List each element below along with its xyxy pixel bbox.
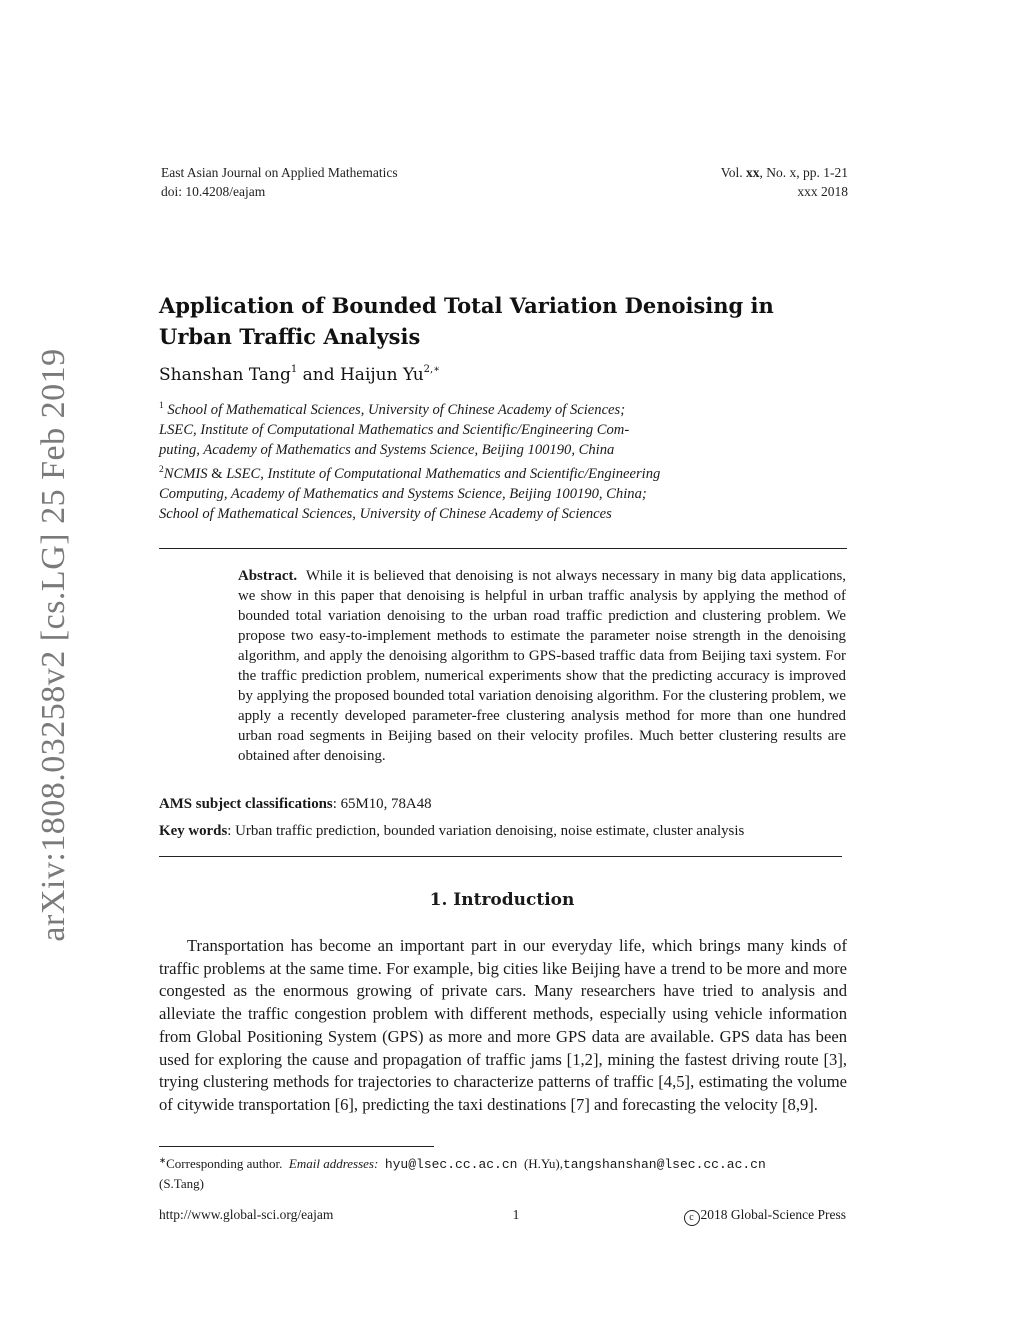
arxiv-side-stamp: arXiv:1808.03258v2 [cs.LG] 25 Feb 2019 (35, 348, 72, 942)
footer-url[interactable]: http://www.global-sci.org/eajam (159, 1207, 334, 1222)
keywords: Key words: Urban traffic prediction, bounded variation denoising, noise estimate, cluster analysis (159, 823, 745, 839)
footnote-rule (159, 1146, 434, 1147)
volume-info: Vol. xx, No. x, pp. 1-21 (720, 165, 848, 180)
affiliations: $^1$ School of Mathematical Sciences, University of Chinese Academy of Sciences; LSEC, Institute of Computational Mathematics and Scientific/Engineering Com- puting, Academy of Mathematics and Systems Science, Beijing 100190, China $^2$NCMIS & LSEC, Institute of Computational Mathematics and Scientific/Engineering Computing, Academy of Mathematics and Systems Science, Beijing 100190, China; School of Mathematical Sciences, University of Chinese Academy of Sciences (159, 401, 661, 522)
author-name: Shanshan Tang (159, 365, 291, 385)
author-list: Shanshan Tang$^1$ and Haijun $Yu^{2,∗}$ (159, 364, 440, 385)
author-name: Haijun Yu (339, 365, 424, 385)
page-number: 1 (512, 1207, 520, 1222)
footnote: ∗Corresponding author. Email addresses: hyu@lsec.cc.ac.cn (H.Yu),tangshanshan@lsec.cc.ac.cn (S.Tang) (159, 1155, 766, 1191)
doi: doi: 10.4208/eajam (161, 184, 266, 199)
affiliation-mark: 1 (290, 364, 298, 375)
abstract-label: Abstract. (238, 568, 298, 584)
top-rule (159, 548, 847, 549)
paper-title: Application of Bounded Total Variation Denoising in Urban Traffic Analysis (159, 293, 774, 349)
running-header-left (161, 163, 398, 201)
intro-paragraph: Transportation has become an important part in our everyday life, which brings many kinds of traffic problems at the same time. For example, big cities like Beijing have a trend to be more and more congested as the enormous growing of private cars. Many researchers have tried to analysis and alleviate the traffic congestion problem with different methods, especially using vehicle information from Global Positioning System (GPS) as more and more GPS data are available. GPS data has been used for exploring the cause and propagation of traffic jams [1,2], mining the fastest driving route [3], trying clustering methods for trajectories to characterize patterns of traffic [4,5], estimating the volume of citywide transportation [6], predicting the taxi destinations [7] and forecasting the velocity [8,9]. (159, 936, 847, 1114)
journal-name: East Asian Journal on Applied Mathematics (161, 165, 398, 180)
abstract-text: While it is believed that denoising is not always necessary in many big data applications, we show in this paper that denoising is helpful in urban traffic analysis by applying the method of bounded total variation denoising to the urban road traffic prediction and clustering problem. We propose two easy-to-implement methods to estimate the parameter noise strength in the denoising algorithm, and apply the denoising algorithm to GPS-based traffic data from Beijing taxi system. For the traffic prediction problem, numerical experiments show that the predicting accuracy is improved by applying the proposed bounded total variation denoising algorithm. For the clustering problem, we apply a recently developed parameter-free clustering analysis method for more than one hundred urban road segments in Beijing based on their velocity profiles. Much better clustering results are obtained after denoising. (238, 568, 846, 764)
abstract (238, 566, 846, 766)
email-link[interactable]: tangshanshan@lsec.cc.ac.cn (562, 1157, 766, 1172)
bottom-rule (159, 856, 842, 857)
affiliation-mark: 2,∗ (423, 364, 440, 375)
section-heading: 1. Introduction (429, 890, 575, 910)
ams-classification: AMS subject classifications: 65M10, 78A48 (159, 796, 432, 812)
copyright-icon: c (684, 1210, 700, 1226)
email-link[interactable]: hyu@lsec.cc.ac.cn (384, 1157, 518, 1172)
running-header-right (721, 163, 848, 201)
copyright: c 2018 Global-Science Press (684, 1207, 846, 1226)
issue-date: xxx 2018 (797, 184, 848, 199)
